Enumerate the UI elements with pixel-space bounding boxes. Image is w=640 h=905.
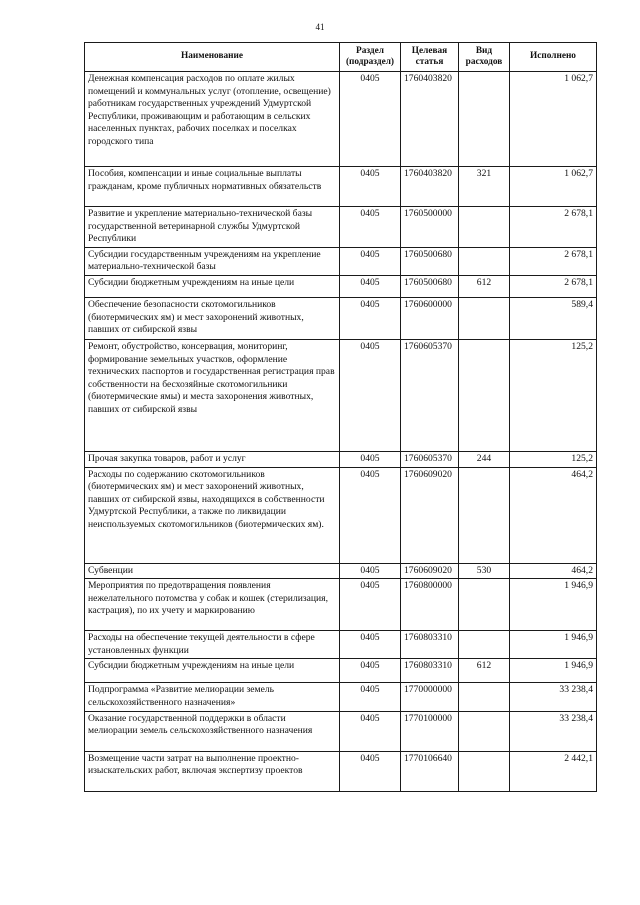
table-row [85,711,597,751]
row-section: 0405 [340,631,401,659]
row-done: 1 946,9 [510,579,597,631]
header-name: Наименование [85,43,340,72]
table-row [85,247,597,275]
table-row [85,297,597,339]
table-row [85,451,597,467]
row-article: 1770100000 [401,711,459,751]
row-section: 0405 [340,167,401,207]
table-row [85,207,597,248]
row-article: 1760803310 [401,631,459,659]
row-name: Пособия, компенсации и иные социальные выплаты гражданам, кроме публичных нормативных обязательств [85,167,340,207]
row-name: Субсидии бюджетным учреждениям на иные цели [85,659,340,683]
row-done: 33 238,4 [510,711,597,751]
row-type [459,579,510,631]
table-row [85,659,597,683]
table-row [85,579,597,631]
row-type [459,711,510,751]
row-article: 1760600000 [401,297,459,339]
row-article: 1760605370 [401,339,459,451]
row-name: Развитие и укрепление материально-технической базы государственной ветеринарной службы Удмуртской Республики [85,207,340,248]
row-done: 1 062,7 [510,72,597,167]
row-section: 0405 [340,451,401,467]
row-name: Оказание государственной поддержки в области мелиорации земель сельскохозяйственного назначения [85,711,340,751]
row-done: 2 442,1 [510,751,597,791]
row-section: 0405 [340,751,401,791]
row-article: 1760403820 [401,72,459,167]
row-done: 464,2 [510,563,597,579]
row-type [459,207,510,248]
row-name: Обеспечение безопасности скотомогильников (биотермических ям) и мест захоронений животных, павших от сибирской язвы [85,297,340,339]
row-done: 2 678,1 [510,247,597,275]
row-article: 1760609020 [401,467,459,563]
row-done: 33 238,4 [510,683,597,711]
row-done: 1 946,9 [510,631,597,659]
row-done: 464,2 [510,467,597,563]
row-name: Мероприятия по предотвращения появления нежелательного потомства у собак и кошек (стерилизация, кастрация), по их учету и маркированию [85,579,340,631]
row-article: 1760800000 [401,579,459,631]
header-section: Раздел (подраздел) [340,43,401,72]
row-section: 0405 [340,579,401,631]
row-article: 1760500000 [401,207,459,248]
row-section: 0405 [340,683,401,711]
table-row [85,167,597,207]
header-done: Исполнено [510,43,597,72]
row-type: 530 [459,563,510,579]
row-section: 0405 [340,207,401,248]
row-section: 0405 [340,467,401,563]
row-type [459,339,510,451]
row-name: Субсидии бюджетным учреждениям на иные цели [85,275,340,297]
row-done: 2 678,1 [510,207,597,248]
row-done: 1 946,9 [510,659,597,683]
row-article: 1760403820 [401,167,459,207]
table-row [85,339,597,451]
row-done: 125,2 [510,339,597,451]
row-name: Возмещение части затрат на выполнение проектно-изыскательских работ, включая экспертизу проектов [85,751,340,791]
table-row [85,751,597,791]
row-name: Расходы по содержанию скотомогильников (биотермических ям) и мест захоронений животных, павших от сибирской язвы, находящихся в собственности Удмуртской Республики, а также по ликвидации неиспользуемых скотомогильников (биотермических ям). [85,467,340,563]
row-section: 0405 [340,711,401,751]
budget-table [84,42,597,792]
row-article: 1760500680 [401,275,459,297]
row-article: 1760609020 [401,563,459,579]
table-row [85,72,597,167]
row-done: 589,4 [510,297,597,339]
table-row [85,631,597,659]
row-article: 1770106640 [401,751,459,791]
row-section: 0405 [340,297,401,339]
row-article: 1770000000 [401,683,459,711]
row-type: 612 [459,275,510,297]
row-type: 612 [459,659,510,683]
page-number: 41 [315,22,325,32]
row-type [459,631,510,659]
table-row [85,683,597,711]
row-section: 0405 [340,247,401,275]
table-row [85,467,597,563]
table-header-row [85,43,597,72]
row-type [459,467,510,563]
row-type [459,751,510,791]
row-name: Субсидии государственным учреждениям на укрепление материально-технической базы [85,247,340,275]
table-row [85,275,597,297]
row-section: 0405 [340,563,401,579]
row-article: 1760500680 [401,247,459,275]
row-done: 1 062,7 [510,167,597,207]
row-type: 321 [459,167,510,207]
header-article: Целевая статья [401,43,459,72]
row-section: 0405 [340,275,401,297]
row-type [459,247,510,275]
row-section: 0405 [340,72,401,167]
row-name: Расходы на обеспечение текущей деятельности в сфере установленных функции [85,631,340,659]
row-section: 0405 [340,659,401,683]
row-name: Прочая закупка товаров, работ и услуг [85,451,340,467]
row-name: Субвенции [85,563,340,579]
row-done: 125,2 [510,451,597,467]
row-section: 0405 [340,339,401,451]
row-type: 244 [459,451,510,467]
row-article: 1760803310 [401,659,459,683]
row-type [459,297,510,339]
row-name: Денежная компенсация расходов по оплате жилых помещений и коммунальных услуг (отопление, освещение) работникам государственных учреждений Удмуртской Республики, проживающим и работающим в сельских населенных пунктах, рабочих поселках и поселках городского типа [85,72,340,167]
row-name: Ремонт, обустройство, консервация, мониторинг, формирование земельных участков, оформление технических паспортов и государственная регистрация прав собственности на бесхозяйные скотомогильники (биотермические ямы) и места захоронения животных, павших от сибирской язвы [85,339,340,451]
row-name: Подпрограмма «Развитие мелиорации земель сельскохозяйственного назначения» [85,683,340,711]
row-type [459,683,510,711]
row-article: 1760605370 [401,451,459,467]
row-done: 2 678,1 [510,275,597,297]
table-row [85,563,597,579]
row-type [459,72,510,167]
header-type: Вид расходов [459,43,510,72]
